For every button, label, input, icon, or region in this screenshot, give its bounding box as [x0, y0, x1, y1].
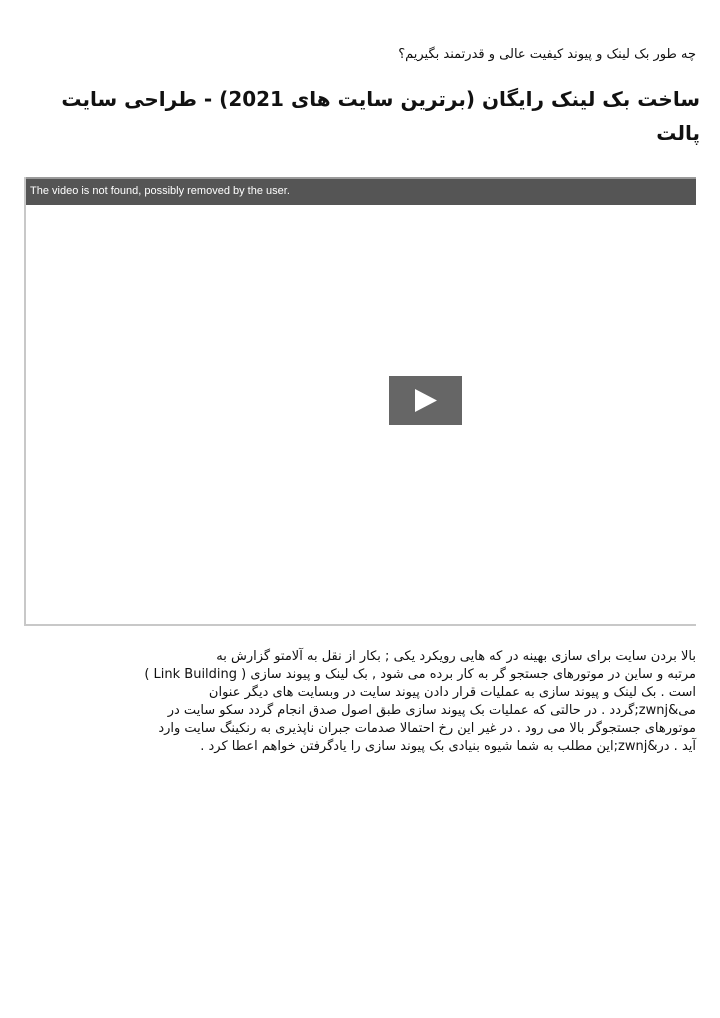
- play-icon: [389, 376, 462, 425]
- page-title: ساخت بک لینک رایگان (برترین سایت های 2021) - طراحی سایت پالت: [61, 87, 700, 145]
- article-line: می&zwnj;گردد . در حالتی که عملیات بک پیوند سازی طبق اصول صدق انجام گردد سکو سایت در: [167, 703, 696, 718]
- question-text: چه طور بک لینک و پیوند کیفیت عالی و قدرتمند بگیریم؟: [398, 47, 696, 62]
- article-line: مرتبه و ساین در موتورهای جستجو گر به کار برده می شود , بک لینک و پیوند سازی ( Link Building ): [144, 667, 696, 682]
- video-error-bar: [26, 177, 696, 205]
- article-line: است . بک لینک و پیوند سازی به عملیات قرار دادن پیوند سایت در وبسایت های دیگر عنوان: [208, 685, 696, 700]
- article-line: بالا بردن سایت برای سازی بهینه در که هایی رویکرد یکی ; بکار از نقل به آلامتو گزارش به: [216, 649, 696, 664]
- article-body: [24, 648, 696, 756]
- video-error-message: The video is not found, possibly removed by the user.: [30, 185, 290, 197]
- article-line: موتورهای جستجوگر بالا می رود . در غیر این رخ احتمالا صدمات جبران ناپذیری به رنکینگ سایت وارد: [158, 721, 696, 736]
- article-line: آید . در&zwnj;این مطلب به شما شیوه بنیادی بک پیوند سازی را یادگرفتن خواهم اعطا کرد .: [200, 739, 696, 754]
- video-player[interactable]: [24, 177, 696, 626]
- play-button[interactable]: [389, 376, 462, 425]
